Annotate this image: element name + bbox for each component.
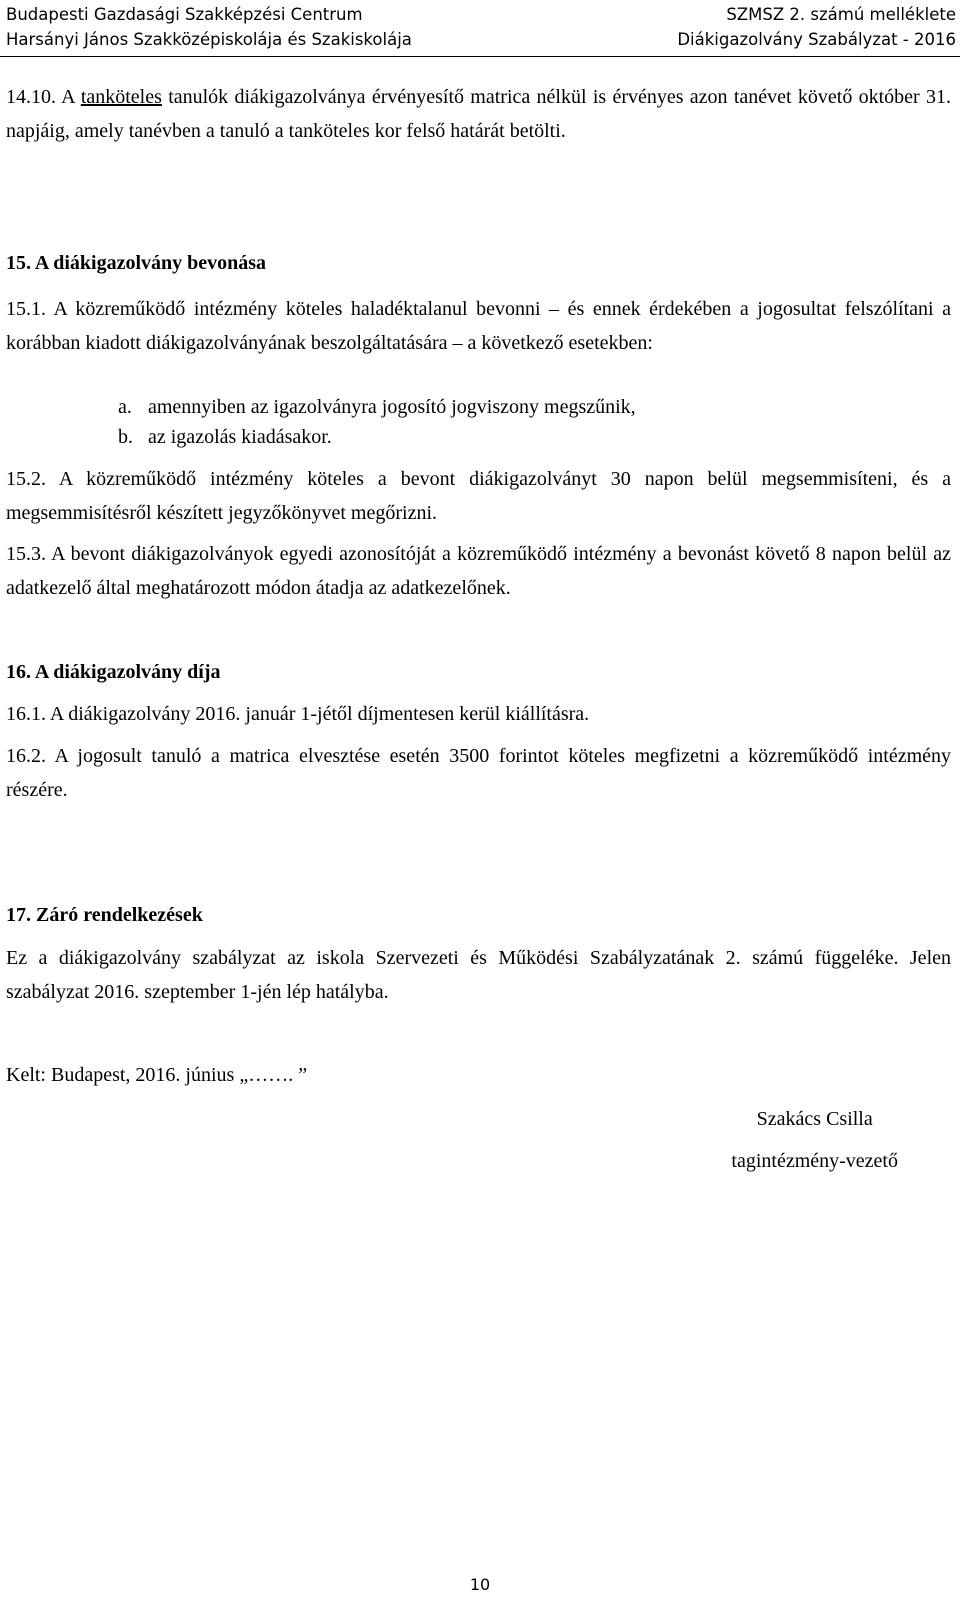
page-number: 10 [469, 1575, 491, 1594]
signatory-name: Szakács Csilla [756, 1108, 873, 1130]
paragraph-15-1: 15.1. A közreműködő intézmény köteles haladéktalanul bevonni – és ennek érdekében a jogosultat felszólítani a korábban kiadott diákigazolványának beszolgáltatására – a következő esetekben: [6, 298, 951, 354]
list-text-a: amennyiben az igazolványra jogosító jogviszony megszűnik, [148, 396, 636, 418]
header-right [677, 2, 956, 52]
date-place-line: Kelt: Budapest, 2016. június „……. ” [6, 1064, 308, 1086]
list-text-b: az igazolás kiadásakor. [148, 426, 332, 448]
section-16-heading: 16. A diákigazolvány díja [6, 661, 221, 683]
paragraph-14-10 [6, 80, 951, 148]
header-document-title: Diákigazolvány Szabályzat - 2016 [677, 30, 956, 49]
header-annex: SZMSZ 2. számú melléklete [726, 5, 956, 24]
list-item-a [118, 390, 938, 424]
paragraph-15-3: 15.3. A bevont diákigazolványok egyedi azonosítóját a közreműködő intézmény a bevonást követő 8 napon belül az adatkezelő által meghatározott módon átadja az adatkezelőnek. [6, 543, 951, 599]
signatory-title: tagintézmény-vezető [731, 1150, 898, 1172]
list-item-b [118, 420, 938, 454]
paragraph-14-10-number: 14.10. A [6, 86, 81, 108]
section-17-heading: 17. Záró rendelkezések [6, 904, 203, 926]
paragraph-16-1: 16.1. A diákigazolvány 2016. január 1-jétől díjmentesen kerül kiállításra. [6, 703, 590, 725]
paragraph-17-1: Ez a diákigazolvány szabályzat az iskola Szervezeti és Működési Szabályzatának 2. számú függeléke. Jelen szabályzat 2016. szeptember 1-jén lép hatályba. [6, 947, 951, 1003]
paragraph-15-2: 15.2. A közreműködő intézmény köteles a bevont diákigazolványt 30 napon belül megsemmisíteni, és a megsemmisítésről készített jegyzőkönyvet megőrizni. [6, 468, 951, 524]
header-school: Harsányi János Szakközépiskolája és Szakiskolája [6, 30, 412, 49]
paragraph-16-2: 16.2. A jogosult tanuló a matrica elvesztése esetén 3500 forintot köteles megfizetni a közreműködő intézmény részére. [6, 745, 951, 801]
paragraph-14-10-text: tanulók diákigazolványa érvényesítő matrica nélkül is érvényes azon tanévet követő október 31. napjáig, amely tanévben a tanuló a tanköteles kor felső határát betölti. [6, 86, 951, 142]
underlined-term: tanköteles [80, 86, 162, 108]
header-left [6, 2, 412, 52]
page-header [0, 0, 960, 57]
list-marker-a: a. [118, 396, 132, 418]
header-institution: Budapesti Gazdasági Szakképzési Centrum [6, 5, 363, 24]
section-15-heading: 15. A diákigazolvány bevonása [6, 252, 267, 274]
signature-block [731, 1102, 898, 1178]
list-marker-b: b. [118, 426, 133, 448]
